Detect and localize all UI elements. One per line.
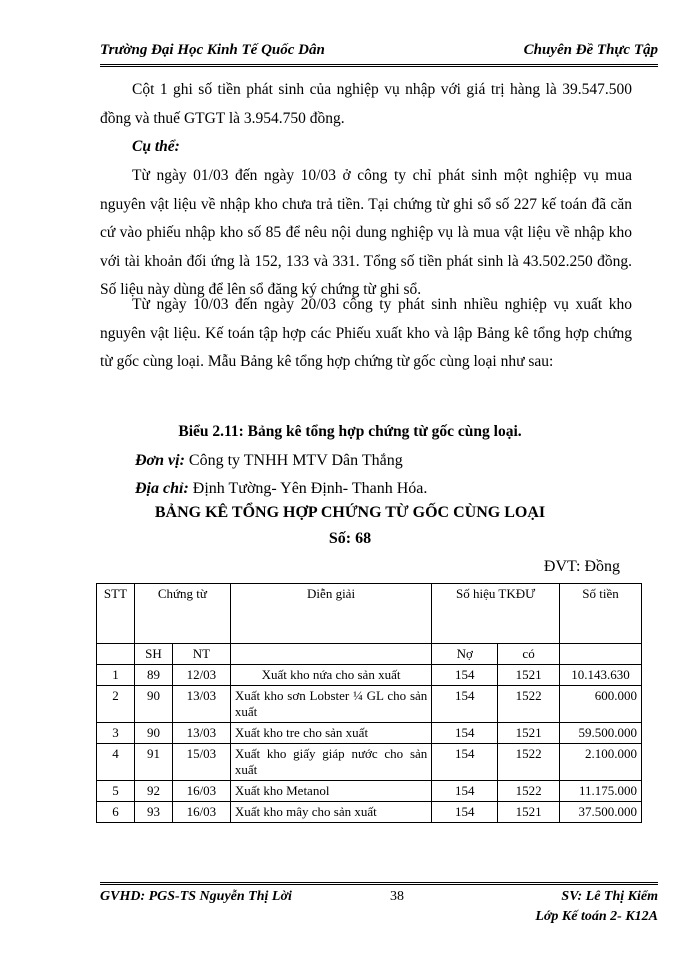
col-sohieu: Số hiệu TKĐƯ <box>432 584 560 644</box>
currency-unit: ĐVT: Đồng <box>543 558 620 575</box>
footer-student: SV: Lê Thị Kiểm <box>561 889 658 904</box>
cell-co: 1522 <box>498 744 560 781</box>
page-header <box>100 38 658 67</box>
col-stt: STT <box>97 584 135 644</box>
page-footer <box>100 882 658 945</box>
cell-diengiai: Xuất kho sơn Lobster ¼ GL cho sản xuất <box>230 686 431 723</box>
cell-stt: 5 <box>97 781 135 802</box>
cell-co: 1522 <box>498 686 560 723</box>
cell-nt: 16/03 <box>172 781 230 802</box>
col-no: Nợ <box>432 644 498 665</box>
cell-sotien: 600.000 <box>560 686 642 723</box>
cell-diengiai: Xuất kho mây cho sản xuất <box>230 802 431 823</box>
page-number: 38 <box>390 889 404 904</box>
cell-sh: 90 <box>134 686 172 723</box>
cell-stt: 1 <box>97 665 135 686</box>
table-row <box>97 723 642 744</box>
col-co: có <box>498 644 560 665</box>
cell-sotien: 59.500.000 <box>560 723 642 744</box>
cell-nt: 16/03 <box>172 802 230 823</box>
cell-nt: 12/03 <box>172 665 230 686</box>
cell-sotien: 10.143.630 <box>560 665 642 686</box>
col-chungtu: Chứng từ <box>134 584 230 644</box>
cell-stt: 3 <box>97 723 135 744</box>
cell-no: 154 <box>432 802 498 823</box>
form-title: BẢNG KÊ TỔNG HỢP CHỨNG TỪ GỐC CÙNG LOẠI <box>154 504 546 521</box>
cell-diengiai: Xuất kho giấy giáp nước cho sản xuất <box>230 744 431 781</box>
cell-sh: 92 <box>134 781 172 802</box>
cell-no: 154 <box>432 686 498 723</box>
header-university: Trường Đại Học Kinh Tế Quốc Dân <box>100 42 325 58</box>
summary-table <box>96 583 642 823</box>
col-diengiai: Diễn giải <box>230 584 431 644</box>
cell-co: 1521 <box>498 723 560 744</box>
paragraph-2: Từ ngày 01/03 đến ngày 10/03 ở công ty chỉ phát sinh một nghiệp vụ mua nguyên vật liệu về nhập kho chưa trả tiền. Tại chứng từ ghi sổ số 227 kế toán đã căn cứ vào phiếu nhập kho số 85 để nêu nội dung nghiệp vụ là mua vật liệu về nhập kho với tài khoản đối ứng là 152, 133 và 331. Tổng số tiền phát sinh là 43.502.250 đồng. Số liệu này dùng để lên sổ đăng ký chứng từ ghi sổ. <box>100 167 632 299</box>
cell-no: 154 <box>432 781 498 802</box>
cell-no: 154 <box>432 665 498 686</box>
cell-stt: 4 <box>97 744 135 781</box>
cell-sh: 89 <box>134 665 172 686</box>
cell-co: 1521 <box>498 802 560 823</box>
cell-diengiai: Xuất kho Metanol <box>230 781 431 802</box>
table-row <box>97 802 642 823</box>
cell-stt: 2 <box>97 686 135 723</box>
unit-label: Đơn vị: <box>135 452 185 469</box>
cell-sh: 93 <box>134 802 172 823</box>
cell-sotien: 2.100.000 <box>560 744 642 781</box>
address-value: Định Tường- Yên Định- Thanh Hóa. <box>188 480 428 497</box>
header-report-type: Chuyên Đề Thực Tập <box>523 42 658 58</box>
cell-nt: 13/03 <box>172 723 230 744</box>
col-sh: SH <box>134 644 172 665</box>
footer-class: Lớp Kế toán 2- K12A <box>535 909 658 924</box>
cell-nt: 15/03 <box>172 744 230 781</box>
cell-sotien: 11.175.000 <box>560 781 642 802</box>
cell-diengiai: Xuất kho nứa cho sản xuất <box>230 665 431 686</box>
col-sotien: Số tiền <box>560 584 642 644</box>
form-number: Số: 68 <box>328 530 372 547</box>
table-header-row <box>97 584 642 644</box>
table-row <box>97 744 642 781</box>
unit-line <box>135 452 403 470</box>
table-row <box>97 686 642 723</box>
unit-value: Công ty TNHH MTV Dân Thắng <box>184 452 403 469</box>
table-row <box>97 781 642 802</box>
table-row <box>97 665 642 686</box>
cell-sh: 90 <box>134 723 172 744</box>
footer-supervisor: GVHD: PGS-TS Nguyễn Thị Lời <box>100 889 292 904</box>
table-subheader-row <box>97 644 642 665</box>
cell-stt: 6 <box>97 802 135 823</box>
cell-nt: 13/03 <box>172 686 230 723</box>
col-nt: NT <box>172 644 230 665</box>
cell-sh: 91 <box>134 744 172 781</box>
cell-diengiai: Xuất kho tre cho sản xuất <box>230 723 431 744</box>
cell-sotien: 37.500.000 <box>560 802 642 823</box>
cell-co: 1522 <box>498 781 560 802</box>
paragraph-1: Cột 1 ghi số tiền phát sinh của nghiệp vụ nhập với giá trị hàng là 39.547.500 đồng và thuế GTGT là 3.954.750 đồng. <box>100 81 632 127</box>
cell-co: 1521 <box>498 665 560 686</box>
address-line <box>135 480 427 498</box>
cell-no: 154 <box>432 744 498 781</box>
cell-no: 154 <box>432 723 498 744</box>
paragraph-heading: Cụ thể: <box>132 138 180 155</box>
form-caption: Biểu 2.11: Bảng kê tổng hợp chứng từ gốc cùng loại. <box>178 423 522 440</box>
paragraph-3: Từ ngày 10/03 đến ngày 20/03 công ty phát sinh nhiều nghiệp vụ xuất kho nguyên vật liệu. Kế toán tập hợp các Phiếu xuất kho và lập Bảng kê tổng hợp chứng từ gốc cùng loại. Mẫu Bảng kê tổng hợp chứng từ gốc cùng loại như sau: <box>100 296 632 371</box>
address-label: Địa chỉ: <box>135 480 189 497</box>
